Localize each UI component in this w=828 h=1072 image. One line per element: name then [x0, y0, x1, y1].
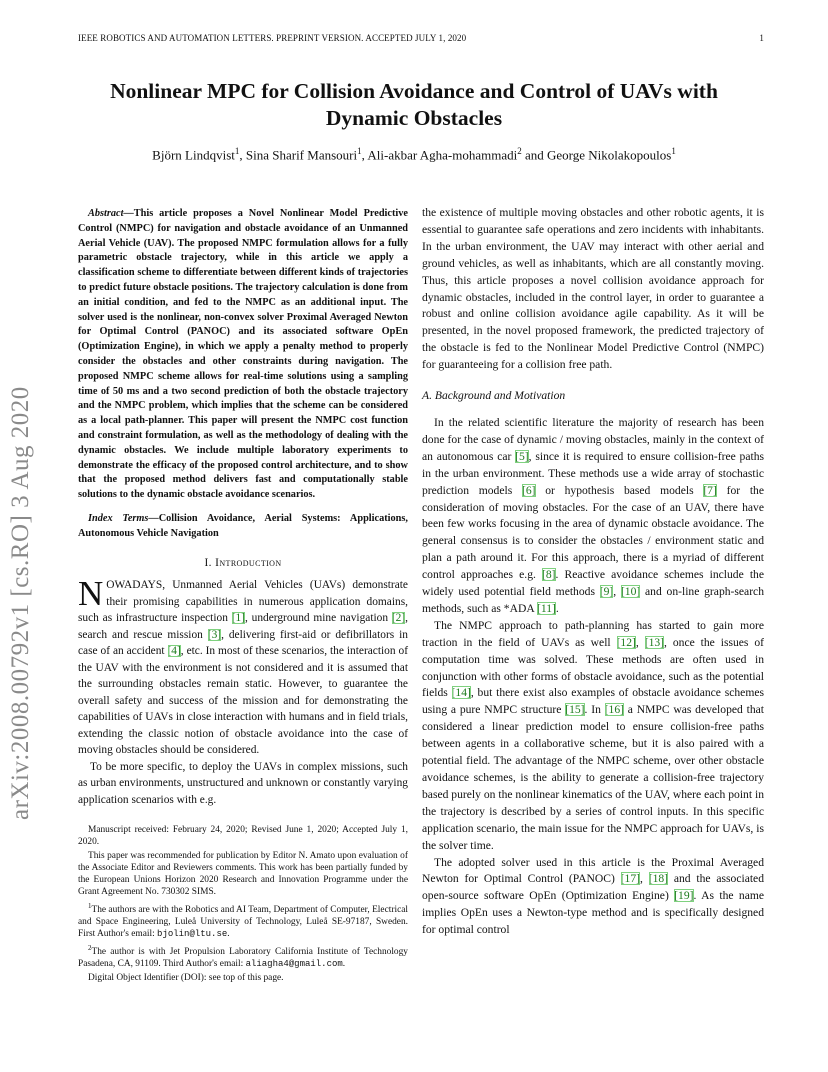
- footnote-received: Manuscript received: February 24, 2020; Revised June 1, 2020; Accepted July 1, 2020.: [78, 825, 408, 848]
- citation-link[interactable]: [13]: [644, 635, 665, 649]
- citation-link[interactable]: [7]: [703, 483, 717, 497]
- body-text: , since it is required to ensure collision-free paths in the urban environment. These methods use a wide array of stochastic prediction models: [422, 449, 764, 497]
- citation-link[interactable]: [11]: [536, 601, 556, 615]
- right-column: [422, 205, 764, 939]
- section-heading-introduction: I. Introduction: [204, 556, 282, 569]
- background-paragraph-3: [422, 855, 764, 940]
- body-text: ,: [635, 635, 645, 649]
- page-number: 1: [759, 33, 764, 43]
- author-affiliation-mark: 1: [234, 146, 240, 156]
- body-text: . Reactive avoidance schemes include the widely used potential field methods: [422, 568, 764, 599]
- footnote-affiliation-2: $^2$The author is with Jet Propulsion Laboratory California Institute of Technology Pasadena, CA, 91109. Third Author's email: aliagha4@gmail.com.: [78, 944, 408, 970]
- intro-text: , search and rescue mission: [78, 612, 408, 641]
- citation-link[interactable]: [17]: [620, 872, 640, 886]
- citation-link[interactable]: [4]: [167, 645, 181, 658]
- citation-link[interactable]: [12]: [616, 635, 636, 649]
- running-header: [78, 33, 764, 43]
- body-text: . As the name implies OpEn uses a Newton-type method and is specifically designed for optimal control: [422, 889, 764, 937]
- subsection-heading: A. Background and Motivation: [422, 389, 566, 403]
- author-separator: ,: [239, 147, 246, 163]
- citation-link[interactable]: [2]: [391, 612, 406, 625]
- footnote-editor: This paper was recommended for publication by Editor N. Amato upon evaluation of the Associate Editor and Reviewers comments. This work has been partially funded by the European Unions Horizon 2020 Research and Innovation Programme under the Grant Agreement No. 730302 SIMS.: [78, 851, 408, 898]
- abstract-text: This article proposes a Novel Nonlinear Model Predictive Control (NMPC) for navigation and obstacle avoidance of an Unmanned Aerial Vehicle (UAV). The proposed NMPC formulation allows for a fully parametric obstacle trajectory, while in this article we apply a classification scheme to differentiate between different kinds of trajectories to predict future obstacle positions. The trajectory calculation is done from an initial condition, and fed to the NMPC as an additional input. The solver used is the nonlinear, non-convex solver Proximal Averaged Newton for Optimal Control (PANOC) and its associated software OpEn (Optimization Engine), in which we apply a penalty method to properly consider the obstacles and other constraints during navigation. The proposed NMPC scheme allows for real-time solutions using a sampling time of 50 ms and a two second prediction of both the obstacle trajectory and the NMPC problem, which implies that the scheme can be considered as a local path-planner. This paper will present the NMPC cost function and constraint formulation, as well as the methodology of dealing with the dynamic obstacles. We include multiple laboratory experiments to demonstrate the efficacy of the proposed control architecture, and to show that the proposed method delivers fast and computationally stable solutions to the dynamic obstacle avoidance scenarios.: [78, 208, 408, 501]
- author-separator: ,: [361, 147, 368, 163]
- footnote-doi: Digital Object Identifier (DOI): see top of this page.: [88, 973, 284, 984]
- intro-text: , delivering first-aid or defibrillators in case of an accident: [78, 628, 408, 658]
- citation-link[interactable]: [14]: [451, 686, 471, 700]
- body-text: and on-line graph-search methods, such as *ADA: [422, 585, 765, 615]
- intro-text: , etc. In most of these scenarios, the interaction of the UAV with the environment is not considered and it is assumed that the surrounding obstacles remain static. However, to guarantee the overall safety and success of the mission and for demonstrating the capabilities of UAVs in close interaction with humans and in field trials, extending the classic notion of obstacle avoidance into the case of moving obstacles should be considered.: [78, 645, 408, 757]
- author-email-link[interactable]: bjolin@ltu.se: [157, 929, 228, 940]
- index-terms: Index Terms—Collision Avoidance, Aerial Systems: Applications, Autonomous Vehicle Navigation: [78, 512, 408, 539]
- citation-link[interactable]: [9]: [599, 585, 614, 599]
- citation-link[interactable]: [18]: [648, 872, 669, 886]
- citation-link[interactable]: [3]: [207, 628, 222, 641]
- author-email-link[interactable]: aliagha4@gmail.com: [245, 959, 343, 970]
- author-affiliation-mark: 2: [517, 146, 522, 156]
- citation-link[interactable]: [19]: [674, 889, 694, 903]
- footnote-mark: 2: [88, 944, 92, 953]
- body-text: ,: [639, 872, 649, 886]
- body-text: The NMPC approach to path-planning has started to gain more traction in the field of UAVs as well: [422, 618, 764, 649]
- citation-link[interactable]: [5]: [515, 449, 529, 463]
- footnotes: [78, 824, 408, 984]
- author-name: Sina Sharif Mansouri: [245, 147, 358, 163]
- author-separator: and: [521, 147, 547, 163]
- author-name: Ali-akbar Agha-mohammadi: [367, 147, 518, 163]
- abstract: Abstract—This article proposes a Novel Nonlinear Model Predictive Control (NMPC) for navigation and obstacle avoidance of an Unmanned Aerial Vehicle (UAV). The proposed NMPC formulation allows for a fully parametric obstacle trajectory, while in this article we apply a classification scheme to differentiate between different kinds of trajectories to predict future obstacle positions. The trajectory calculation is done from an initial condition, and fed to the NMPC as an additional input. The solver used is the nonlinear, non-convex solver Proximal Averaged Newton for Optimal Control (PANOC) and its associated software OpEn (Optimization Engine), in which we apply a penalty method to properly consider the obstacles and other constraints during navigation. The proposed NMPC scheme allows for real-time solutions using a sampling time of 50 ms and a two second prediction of both the obstacle trajectory and the NMPC problem, which implies that the scheme can be considered as a local path-planner. This paper will present the NMPC cost function and constraint formulation, as well as the methodology of dealing with the dynamic obstacles. We include multiple laboratory experiments to demonstrate the efficacy of the proposed control architecture, and to show that the proposed method delivers fast and computationally stable solutions to the dynamic obstacle avoidance scenarios.: [78, 208, 408, 501]
- footnote-affiliation-1: $^1$The authors are with the Robotics and AI Team, Department of Computer, Electrical and Space Engineering, Luleå University of Technology, Luleå SE-97187, Sweden. First Author's email: bjolin@ltu.se.: [78, 902, 408, 940]
- author-list: [60, 146, 768, 163]
- footnote-text: The author is with Jet Propulsion Laboratory California Institute of Technology Pasadena, CA, 91109. Third Author's email:: [78, 947, 408, 970]
- citation-link[interactable]: [15]: [565, 703, 585, 717]
- arxiv-side-stamp: arXiv:2008.00792v1 [cs.RO] 3 Aug 2020: [7, 386, 34, 820]
- body-text: In the related scientific literature the majority of research has been done for the case of dynamic / moving obstacles, mainly in the context of an autonomous car: [422, 415, 764, 463]
- index-terms-text: Collision Avoidance, Aerial Systems: Applications, Autonomous Vehicle Navigation: [78, 512, 408, 539]
- intro-text: , Unmanned Aerial Vehicles (UAVs) demonstrate their promising capabilities in numerous application domains, such as infrastructure inspection: [78, 579, 408, 625]
- author-affiliation-mark: 1: [671, 146, 676, 156]
- paper-title: Nonlinear MPC for Collision Avoidance and Control of UAVs with Dynamic Obstacles: [110, 79, 718, 130]
- body-text: for the consideration of moving obstacles. For the case of an UAV, there have been few works focusing in the area of dynamic obstacle avoidance. The general consensus is to consider the obstacles / environment static and plan a path around it. For this approach, there is a myriad of different control approaches e.g.: [422, 483, 764, 582]
- footnote-text: The authors are with the Robotics and AI Team, Department of Computer, Electrical and Space Engineering, Luleå University of Technology, Luleå SE-97187, Sweden. First Author's email:: [78, 905, 408, 940]
- body-text: and the associated open-source software OpEn (Optimization Engine): [422, 872, 765, 903]
- author-affiliation-mark: 1: [357, 146, 362, 156]
- body-text: The adopted solver used in this article is the Proximal Averaged Newton for Optimal Control (PANOC): [422, 855, 764, 886]
- author-name: Björn Lindqvist: [152, 147, 235, 163]
- body-text: ,: [613, 585, 621, 599]
- body-text: , once the issues of computation time was solved. These methods are often used in conjunction with other forms of obstacle avoidance, such as the potential fields: [422, 635, 764, 700]
- left-column: [78, 207, 408, 986]
- intro-continuation: the existence of multiple moving obstacles and other robotic agents, it is essential to guarantee safe operations and zero incidents with inhabitants. In the urban environment, the UAV may interact with other aerial and ground vehicles, as well as inhabitants, which are all constantly moving. Thus, this article proposes a novel collision avoidance approach for dynamic obstacles, included in the control layer, in order to guarantee a robust and online collision avoidance agile capability. As it will be presented, in the novel proposed framework, the predicted trajectory of the obstacle is fed to the Nonlinear Model Predictive Control (NMPC) for guaranteeing for a collision free path.: [422, 206, 764, 372]
- citation-link[interactable]: [10]: [620, 585, 641, 599]
- body-text: . In: [584, 703, 605, 717]
- body-text: , but there exist also examples of obstacle avoidance schemes using a pure NMPC structure: [422, 686, 764, 717]
- body-text: a NMPC was developed that considered a linear prediction model to ensure collision-free paths between agents in a collaborative scheme, but it is also paired with a potential field. The advantage of the NMPC scheme, over other obstacle avoidance schemes, is the ability to generate a collision-free trajectory based purely on the nonlinear kinematics of the UAV, where each point in the trajectory is described by a series of control inputs. In this specific application scenario, the main issue for the NMPC approach for UAVs, is the solver time.: [422, 703, 764, 852]
- background-paragraph-2: [422, 618, 764, 855]
- footnote-mark: 1: [88, 902, 92, 911]
- intro-paragraph-2: To be more specific, to deploy the UAVs in complex missions, such as urban environments, unstructured and unknown or constantly varying application scenarios with e.g.: [78, 760, 408, 806]
- author-name: George Nikolakopoulos: [547, 147, 672, 163]
- intro-paragraph-1: [78, 574, 408, 759]
- intro-text: , underground mine navigation: [244, 612, 392, 625]
- citation-link[interactable]: [1]: [231, 612, 245, 625]
- background-paragraph-1: [422, 415, 764, 618]
- index-terms-label: Index Terms: [88, 512, 149, 524]
- running-title: IEEE ROBOTICS AND AUTOMATION LETTERS. PREPRINT VERSION. ACCEPTED JULY 1, 2020: [78, 33, 467, 43]
- abstract-label: Abstract: [88, 208, 124, 219]
- body-text: .: [555, 601, 559, 615]
- body-text: or hypothesis based models: [535, 483, 704, 497]
- citation-link[interactable]: [16]: [604, 703, 624, 717]
- intro-lead-word: OWADAYS: [106, 579, 163, 592]
- citation-link[interactable]: [6]: [521, 483, 536, 497]
- citation-link[interactable]: [8]: [542, 568, 556, 582]
- drop-cap: N: [78, 574, 104, 614]
